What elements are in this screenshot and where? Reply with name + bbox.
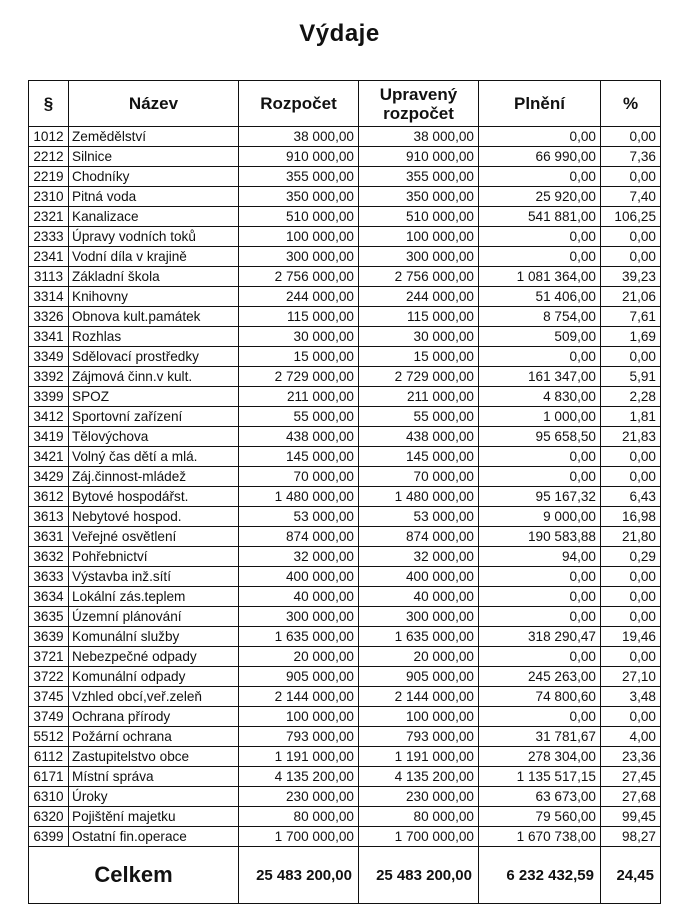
table-row — [29, 467, 661, 487]
table-row — [29, 527, 661, 547]
row-code: 3633 — [29, 567, 69, 587]
row-code: 3326 — [29, 307, 69, 327]
table-row — [29, 607, 661, 627]
row-actual: 318 290,47 — [479, 627, 601, 647]
row-budget: 40 000,00 — [239, 587, 359, 607]
row-adjusted: 2 756 000,00 — [359, 267, 479, 287]
table-row — [29, 167, 661, 187]
row-code: 3721 — [29, 647, 69, 667]
row-name: Záj.činnost-mládež — [69, 467, 239, 487]
row-name: Ostatní fin.operace — [69, 827, 239, 847]
row-budget: 32 000,00 — [239, 547, 359, 567]
row-budget: 2 144 000,00 — [239, 687, 359, 707]
row-actual: 66 990,00 — [479, 147, 601, 167]
row-percent: 0,00 — [601, 607, 661, 627]
table-row — [29, 487, 661, 507]
row-name: Nebezpečné odpady — [69, 647, 239, 667]
row-code: 5512 — [29, 727, 69, 747]
row-adjusted: 4 135 200,00 — [359, 767, 479, 787]
row-code: 6310 — [29, 787, 69, 807]
row-actual: 8 754,00 — [479, 307, 601, 327]
row-code: 3613 — [29, 507, 69, 527]
table-row — [29, 207, 661, 227]
table-row — [29, 287, 661, 307]
row-percent: 7,40 — [601, 187, 661, 207]
row-actual: 0,00 — [479, 247, 601, 267]
table-row — [29, 767, 661, 787]
row-code: 2333 — [29, 227, 69, 247]
row-adjusted: 300 000,00 — [359, 247, 479, 267]
row-adjusted: 30 000,00 — [359, 327, 479, 347]
row-name: Úroky — [69, 787, 239, 807]
row-adjusted: 70 000,00 — [359, 467, 479, 487]
row-adjusted: 38 000,00 — [359, 127, 479, 147]
row-code: 3314 — [29, 287, 69, 307]
table-row — [29, 787, 661, 807]
row-name: Úpravy vodních toků — [69, 227, 239, 247]
row-budget: 350 000,00 — [239, 187, 359, 207]
row-name: Zájmová činn.v kult. — [69, 367, 239, 387]
row-name: SPOZ — [69, 387, 239, 407]
row-budget: 211 000,00 — [239, 387, 359, 407]
row-adjusted: 1 480 000,00 — [359, 487, 479, 507]
row-name: Rozhlas — [69, 327, 239, 347]
row-actual: 95 658,50 — [479, 427, 601, 447]
table-row — [29, 647, 661, 667]
row-percent: 7,61 — [601, 307, 661, 327]
row-code: 2321 — [29, 207, 69, 227]
row-percent: 0,00 — [601, 167, 661, 187]
row-budget: 1 700 000,00 — [239, 827, 359, 847]
row-budget: 15 000,00 — [239, 347, 359, 367]
row-actual: 95 167,32 — [479, 487, 601, 507]
row-actual: 245 263,00 — [479, 667, 601, 687]
row-percent: 3,48 — [601, 687, 661, 707]
row-code: 3639 — [29, 627, 69, 647]
header-percent: % — [601, 81, 661, 127]
row-actual: 63 673,00 — [479, 787, 601, 807]
total-adjusted: 25 483 200,00 — [359, 847, 479, 904]
row-percent: 27,10 — [601, 667, 661, 687]
table-row — [29, 447, 661, 467]
row-adjusted: 350 000,00 — [359, 187, 479, 207]
row-adjusted: 20 000,00 — [359, 647, 479, 667]
row-code: 6112 — [29, 747, 69, 767]
row-actual: 509,00 — [479, 327, 601, 347]
row-percent: 4,00 — [601, 727, 661, 747]
row-actual: 1 135 517,15 — [479, 767, 601, 787]
row-adjusted: 355 000,00 — [359, 167, 479, 187]
row-actual: 9 000,00 — [479, 507, 601, 527]
row-budget: 230 000,00 — [239, 787, 359, 807]
row-adjusted: 910 000,00 — [359, 147, 479, 167]
row-percent: 99,45 — [601, 807, 661, 827]
row-budget: 100 000,00 — [239, 227, 359, 247]
row-code: 3635 — [29, 607, 69, 627]
row-code: 3631 — [29, 527, 69, 547]
total-label: Celkem — [29, 847, 239, 904]
row-actual: 0,00 — [479, 167, 601, 187]
row-name: Požární ochrana — [69, 727, 239, 747]
row-name: Územní plánování — [69, 607, 239, 627]
row-actual: 0,00 — [479, 127, 601, 147]
row-adjusted: 244 000,00 — [359, 287, 479, 307]
row-name: Veřejné osvětlení — [69, 527, 239, 547]
row-code: 3745 — [29, 687, 69, 707]
row-percent: 7,36 — [601, 147, 661, 167]
row-adjusted: 115 000,00 — [359, 307, 479, 327]
row-budget: 874 000,00 — [239, 527, 359, 547]
row-budget: 438 000,00 — [239, 427, 359, 447]
row-name: Vodní díla v krajině — [69, 247, 239, 267]
row-code: 3429 — [29, 467, 69, 487]
row-percent: 0,00 — [601, 447, 661, 467]
row-actual: 161 347,00 — [479, 367, 601, 387]
row-code: 3634 — [29, 587, 69, 607]
row-adjusted: 55 000,00 — [359, 407, 479, 427]
row-budget: 20 000,00 — [239, 647, 359, 667]
row-budget: 244 000,00 — [239, 287, 359, 307]
row-budget: 1 480 000,00 — [239, 487, 359, 507]
table-row — [29, 187, 661, 207]
row-actual: 31 781,67 — [479, 727, 601, 747]
row-code: 1012 — [29, 127, 69, 147]
table-row — [29, 247, 661, 267]
row-adjusted: 1 700 000,00 — [359, 827, 479, 847]
row-code: 6399 — [29, 827, 69, 847]
row-percent: 0,00 — [601, 347, 661, 367]
row-name: Vzhled obcí,veř.zeleň — [69, 687, 239, 707]
row-actual: 1 670 738,00 — [479, 827, 601, 847]
header-adjusted-line2: rozpočet — [383, 103, 454, 123]
total-row — [29, 847, 661, 904]
row-name: Kanalizace — [69, 207, 239, 227]
row-percent: 39,23 — [601, 267, 661, 287]
row-name: Obnova kult.památek — [69, 307, 239, 327]
row-adjusted: 1 635 000,00 — [359, 627, 479, 647]
row-budget: 1 635 000,00 — [239, 627, 359, 647]
row-actual: 0,00 — [479, 447, 601, 467]
row-adjusted: 80 000,00 — [359, 807, 479, 827]
row-actual: 0,00 — [479, 467, 601, 487]
row-budget: 400 000,00 — [239, 567, 359, 587]
row-adjusted: 230 000,00 — [359, 787, 479, 807]
table-row — [29, 147, 661, 167]
row-adjusted: 32 000,00 — [359, 547, 479, 567]
total-budget: 25 483 200,00 — [239, 847, 359, 904]
table-row — [29, 127, 661, 147]
table-row — [29, 687, 661, 707]
row-actual: 51 406,00 — [479, 287, 601, 307]
row-code: 2341 — [29, 247, 69, 267]
row-actual: 25 920,00 — [479, 187, 601, 207]
row-name: Tělovýchova — [69, 427, 239, 447]
row-percent: 0,00 — [601, 587, 661, 607]
row-budget: 145 000,00 — [239, 447, 359, 467]
row-name: Ochrana přírody — [69, 707, 239, 727]
row-code: 3421 — [29, 447, 69, 467]
row-percent: 106,25 — [601, 207, 661, 227]
table-body — [29, 127, 661, 847]
header-adjusted-budget — [359, 81, 479, 127]
row-percent: 21,06 — [601, 287, 661, 307]
row-budget: 910 000,00 — [239, 147, 359, 167]
row-name: Zastupitelstvo obce — [69, 747, 239, 767]
table-row — [29, 727, 661, 747]
row-budget: 510 000,00 — [239, 207, 359, 227]
row-budget: 100 000,00 — [239, 707, 359, 727]
header-name: Název — [69, 81, 239, 127]
row-adjusted: 300 000,00 — [359, 607, 479, 627]
row-percent: 21,83 — [601, 427, 661, 447]
row-percent: 0,00 — [601, 247, 661, 267]
table-row — [29, 567, 661, 587]
row-budget: 300 000,00 — [239, 607, 359, 627]
row-code: 3412 — [29, 407, 69, 427]
row-budget: 30 000,00 — [239, 327, 359, 347]
row-name: Nebytové hospod. — [69, 507, 239, 527]
row-budget: 55 000,00 — [239, 407, 359, 427]
row-percent: 6,43 — [601, 487, 661, 507]
row-name: Pitná voda — [69, 187, 239, 207]
table-row — [29, 387, 661, 407]
header-budget: Rozpočet — [239, 81, 359, 127]
row-adjusted: 438 000,00 — [359, 427, 479, 447]
row-budget: 793 000,00 — [239, 727, 359, 747]
row-percent: 5,91 — [601, 367, 661, 387]
row-percent: 23,36 — [601, 747, 661, 767]
table-row — [29, 807, 661, 827]
row-percent: 0,29 — [601, 547, 661, 567]
row-budget: 2 729 000,00 — [239, 367, 359, 387]
row-actual: 79 560,00 — [479, 807, 601, 827]
row-budget: 905 000,00 — [239, 667, 359, 687]
row-actual: 0,00 — [479, 607, 601, 627]
table-row — [29, 267, 661, 287]
page-title: Výdaje — [299, 20, 380, 47]
row-budget: 38 000,00 — [239, 127, 359, 147]
header-paragraph: § — [29, 81, 69, 127]
row-name: Chodníky — [69, 167, 239, 187]
row-name: Komunální odpady — [69, 667, 239, 687]
header-actual: Plnění — [479, 81, 601, 127]
row-name: Silnice — [69, 147, 239, 167]
row-percent: 27,68 — [601, 787, 661, 807]
row-adjusted: 905 000,00 — [359, 667, 479, 687]
table-row — [29, 747, 661, 767]
row-percent: 0,00 — [601, 707, 661, 727]
row-name: Knihovny — [69, 287, 239, 307]
total-actual: 6 232 432,59 — [479, 847, 601, 904]
row-percent: 0,00 — [601, 647, 661, 667]
row-code: 2310 — [29, 187, 69, 207]
row-percent: 0,00 — [601, 567, 661, 587]
row-name: Bytové hospodářst. — [69, 487, 239, 507]
row-code: 3341 — [29, 327, 69, 347]
row-percent: 27,45 — [601, 767, 661, 787]
row-percent: 1,81 — [601, 407, 661, 427]
row-budget: 2 756 000,00 — [239, 267, 359, 287]
table-row — [29, 547, 661, 567]
row-name: Lokální zás.teplem — [69, 587, 239, 607]
table-row — [29, 627, 661, 647]
row-percent: 16,98 — [601, 507, 661, 527]
row-name: Zemědělství — [69, 127, 239, 147]
table-row — [29, 587, 661, 607]
row-percent: 0,00 — [601, 127, 661, 147]
row-adjusted: 1 191 000,00 — [359, 747, 479, 767]
row-actual: 190 583,88 — [479, 527, 601, 547]
row-percent: 19,46 — [601, 627, 661, 647]
table-row — [29, 827, 661, 847]
row-budget: 53 000,00 — [239, 507, 359, 527]
row-budget: 300 000,00 — [239, 247, 359, 267]
row-percent: 0,00 — [601, 467, 661, 487]
row-actual: 278 304,00 — [479, 747, 601, 767]
row-budget: 80 000,00 — [239, 807, 359, 827]
row-name: Volný čas dětí a mlá. — [69, 447, 239, 467]
row-percent: 21,80 — [601, 527, 661, 547]
row-actual: 1 081 364,00 — [479, 267, 601, 287]
row-budget: 70 000,00 — [239, 467, 359, 487]
row-code: 3392 — [29, 367, 69, 387]
row-code: 3722 — [29, 667, 69, 687]
row-name: Pohřebnictví — [69, 547, 239, 567]
row-adjusted: 53 000,00 — [359, 507, 479, 527]
row-adjusted: 211 000,00 — [359, 387, 479, 407]
row-name: Sportovní zařízení — [69, 407, 239, 427]
table-row — [29, 507, 661, 527]
table-row — [29, 347, 661, 367]
row-code: 3612 — [29, 487, 69, 507]
row-name: Pojištění majetku — [69, 807, 239, 827]
row-budget: 4 135 200,00 — [239, 767, 359, 787]
row-budget: 355 000,00 — [239, 167, 359, 187]
row-name: Komunální služby — [69, 627, 239, 647]
row-actual: 0,00 — [479, 647, 601, 667]
table-row — [29, 227, 661, 247]
row-code: 3632 — [29, 547, 69, 567]
row-adjusted: 2 729 000,00 — [359, 367, 479, 387]
row-adjusted: 100 000,00 — [359, 707, 479, 727]
row-code: 2219 — [29, 167, 69, 187]
header-adjusted-line1: Upravený — [379, 84, 458, 104]
row-adjusted: 510 000,00 — [359, 207, 479, 227]
table-row — [29, 667, 661, 687]
row-actual: 0,00 — [479, 347, 601, 367]
row-percent: 0,00 — [601, 227, 661, 247]
row-actual: 0,00 — [479, 587, 601, 607]
row-actual: 0,00 — [479, 567, 601, 587]
row-name: Místní správa — [69, 767, 239, 787]
row-actual: 94,00 — [479, 547, 601, 567]
table-row — [29, 427, 661, 447]
row-name: Základní škola — [69, 267, 239, 287]
row-code: 3399 — [29, 387, 69, 407]
row-budget: 1 191 000,00 — [239, 747, 359, 767]
row-actual: 541 881,00 — [479, 207, 601, 227]
row-percent: 2,28 — [601, 387, 661, 407]
row-percent: 1,69 — [601, 327, 661, 347]
row-budget: 115 000,00 — [239, 307, 359, 327]
row-adjusted: 100 000,00 — [359, 227, 479, 247]
row-actual: 4 830,00 — [479, 387, 601, 407]
row-adjusted: 145 000,00 — [359, 447, 479, 467]
table-row — [29, 707, 661, 727]
table-row — [29, 327, 661, 347]
table-header — [29, 81, 661, 127]
table-row — [29, 367, 661, 387]
row-name: Výstavba inž.sítí — [69, 567, 239, 587]
row-actual: 0,00 — [479, 227, 601, 247]
row-adjusted: 40 000,00 — [359, 587, 479, 607]
table-footer — [29, 847, 661, 904]
row-actual: 1 000,00 — [479, 407, 601, 427]
row-actual: 0,00 — [479, 707, 601, 727]
row-adjusted: 874 000,00 — [359, 527, 479, 547]
row-code: 3349 — [29, 347, 69, 367]
row-code: 2212 — [29, 147, 69, 167]
total-percent: 24,45 — [601, 847, 661, 904]
row-adjusted: 793 000,00 — [359, 727, 479, 747]
row-name: Sdělovací prostředky — [69, 347, 239, 367]
table-row — [29, 407, 661, 427]
row-percent: 98,27 — [601, 827, 661, 847]
row-adjusted: 2 144 000,00 — [359, 687, 479, 707]
row-code: 3749 — [29, 707, 69, 727]
row-code: 3113 — [29, 267, 69, 287]
expenses-table — [28, 80, 661, 904]
row-code: 3419 — [29, 427, 69, 447]
row-code: 6320 — [29, 807, 69, 827]
row-actual: 74 800,60 — [479, 687, 601, 707]
row-adjusted: 15 000,00 — [359, 347, 479, 367]
table-row — [29, 307, 661, 327]
row-code: 6171 — [29, 767, 69, 787]
row-adjusted: 400 000,00 — [359, 567, 479, 587]
